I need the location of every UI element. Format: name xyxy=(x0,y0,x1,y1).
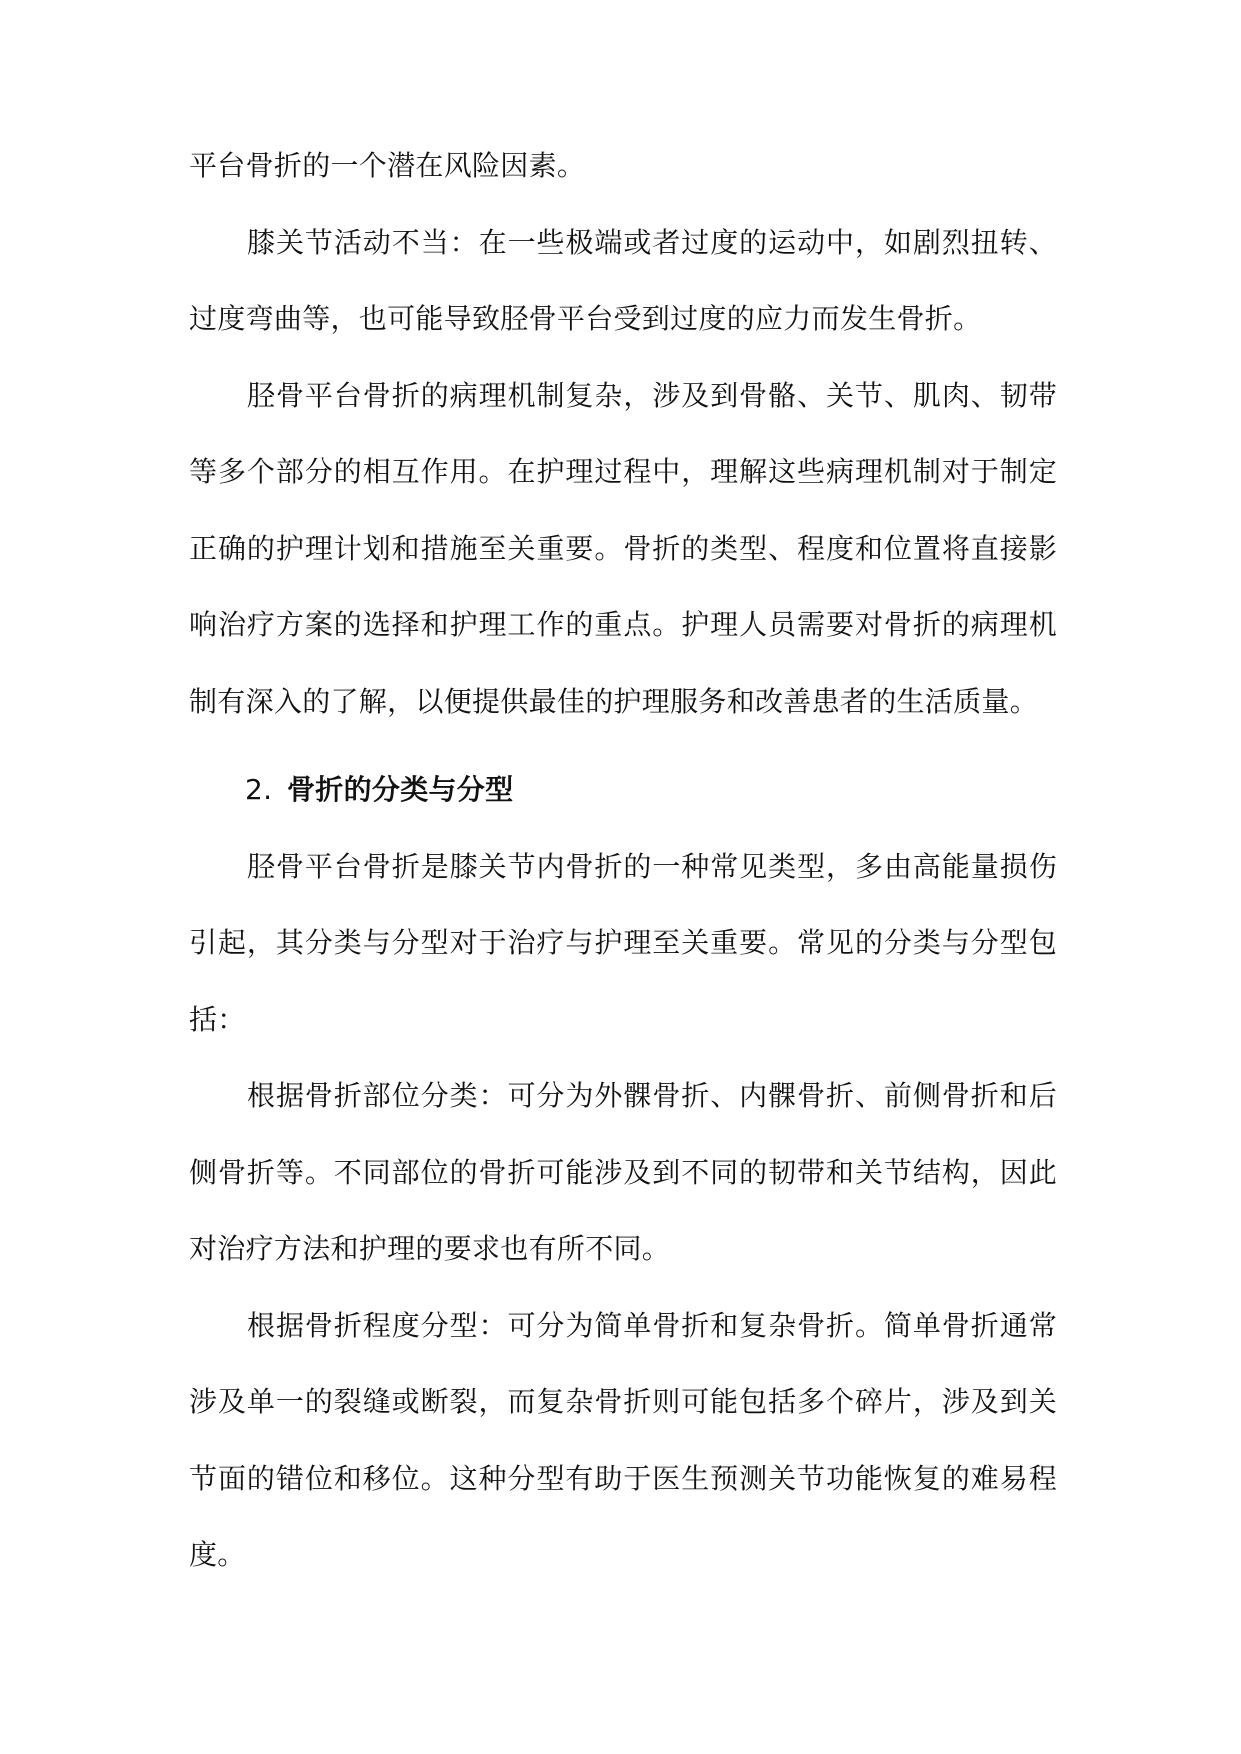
paragraph-classification-by-location: 根据骨折部位分类：可分为外髁骨折、内髁骨折、前侧骨折和后侧骨折等。不同部位的骨折可能涉及到不同的韧带和关节结构，因此对治疗方法和护理的要求也有所不同。 xyxy=(189,1079,1057,1265)
paragraph-continuation: 平台骨折的一个潜在风险因素。 xyxy=(189,149,586,182)
paragraph-classification-intro: 胫骨平台骨折是膝关节内骨折的一种常见类型，多由高能量损伤引起，其分类与分型对于治疗与护理至关重要。常见的分类与分型包括： xyxy=(189,849,1057,1036)
section-number: 2. xyxy=(245,773,273,806)
section-heading xyxy=(189,752,1057,829)
section-title: 骨折的分类与分型 xyxy=(287,773,514,806)
paragraph-pathology-mechanism: 胫骨平台骨折的病理机制复杂，涉及到骨骼、关节、肌肉、韧带等多个部分的相互作用。在护理过程中，理解这些病理机制对于制定正确的护理计划和措施至关重要。骨折的类型、程度和位置将直接影响治疗方案的选择和护理工作的重点。护理人员需要对骨折的病理机制有深入的了解，以便提供最佳的护理服务和改善患者的生活质量。 xyxy=(189,378,1057,718)
document-body xyxy=(189,128,1057,1594)
paragraph-knee-activity: 膝关节活动不当：在一些极端或者过度的运动中，如剧烈扭转、过度弯曲等，也可能导致胫骨平台受到过度的应力而发生骨折。 xyxy=(189,225,1057,335)
paragraph-classification-by-severity: 根据骨折程度分型：可分为简单骨折和复杂骨折。简单骨折通常涉及单一的裂缝或断裂，而复杂骨折则可能包括多个碎片，涉及到关节面的错位和移位。这种分型有助于医生预测关节功能恢复的难易程度。 xyxy=(189,1308,1057,1571)
